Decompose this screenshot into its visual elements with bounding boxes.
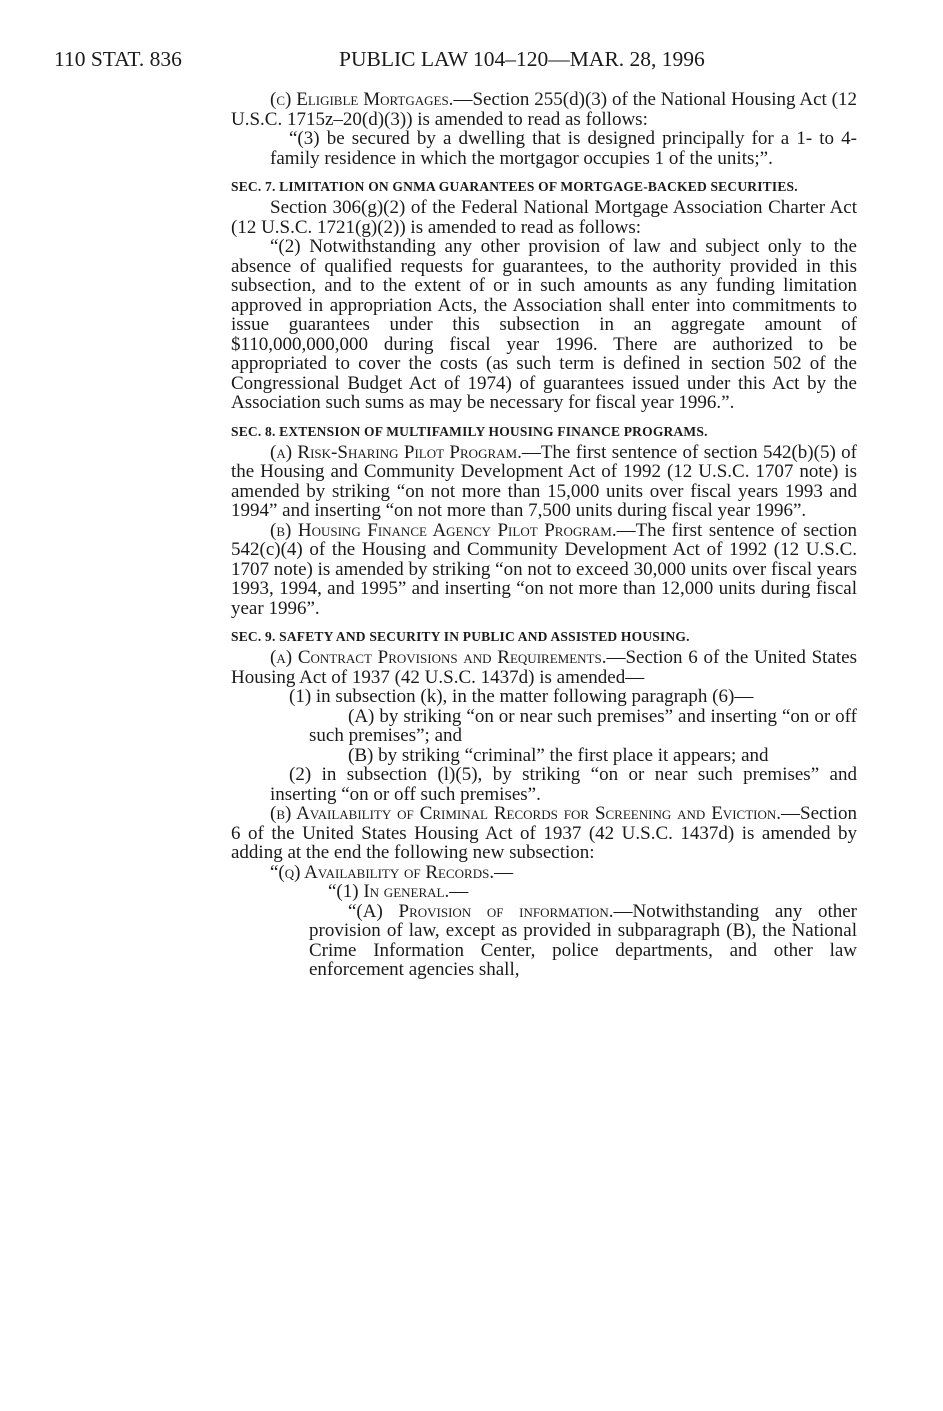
quoted-subparagraph-A [309, 902, 857, 980]
subsection-heading: (b) Housing Finance Agency Pilot Program. [270, 519, 617, 541]
paragraph-contract-provisions [231, 648, 857, 687]
paragraph-hfa-pilot [231, 521, 857, 619]
subsection-heading: (a) Contract Provisions and Requirements. [270, 647, 607, 668]
statute-citation: 110 STAT. 836 [54, 47, 182, 71]
subparagraph-item-A: (A) by striking “on or near such premises” and inserting “on or off such premises”; and [309, 705, 857, 746]
subsection-heading: (b) Availability of Criminal Records for Screening and Eviction. [270, 803, 781, 824]
subsection-heading: (c) Eligible Mortgages. [270, 89, 454, 110]
paragraph-item-1: (1) in subsection (k), in the matter following paragraph (6)— [289, 686, 754, 707]
subsection-heading: “(q) Availability of Records. [270, 861, 495, 883]
subparagraph-heading: “(A) Provision of information. [348, 900, 614, 922]
running-header [54, 44, 854, 74]
subparagraph-item-B: (B) by striking “criminal” the first place it appears; and [348, 744, 769, 766]
dash: — [494, 861, 514, 883]
paragraph-risk-sharing [231, 443, 857, 521]
paragraph-text: —Notwithstanding any other provision of law, except as provided in subparagraph (B), the National Crime Information Center, police departments, and other law enforcement agencies shall, [309, 900, 857, 980]
paragraph-text: —The first sentence of section 542(b)(5) of the Housing and Community Development Act of 1992 (12 U.S.C. 1707 note) is amended by striking “on not more than 15,000 units over fiscal years 1993 and 1994” and inserting “on not more than 7,500 units during fiscal year 1996”. [231, 441, 857, 521]
section-7-intro: Section 306(g)(2) of the Federal National Mortgage Association Charter Act (12 U.S.C. 1721(g)(2)) is amended to read as follows: [231, 197, 857, 238]
public-law-title: PUBLIC LAW 104–120—MAR. 28, 1996 [339, 47, 705, 71]
paragraph-heading: “(1) In general. [328, 881, 450, 902]
section-7-quote: “(2) Notwithstanding any other provision of law and subject only to the absence of qualified requests for guarantees, to the authority provided in this subsection, and to the extent of or in such amounts as any funding limitation approved in appropriation Acts, the Association shall enter into commitments to issue guarantees under this subsection in an aggregate amount of $110,000,000,000 during fiscal year 1996. There are authorized to be appropriated to cover the costs (as such term is defined in section 502 of the Congressional Budget Act of 1974) of guarantees issued under this Act by the Association such sums as may be necessary for fiscal year 1996.”. [231, 236, 857, 413]
paragraph-text: —The first sentence of section 542(c)(4) of the Housing and Community Development Act of 1992 (12 U.S.C. 1707 note) is amended by striking “on not to exceed 30,000 units over fiscal years 1993, 1994, and 1995” and inserting “on not more than 12,000 units during fiscal year 1996”. [231, 519, 857, 619]
section-9-heading: SEC. 9. SAFETY AND SECURITY IN PUBLIC AND ASSISTED HOUSING. [231, 629, 690, 644]
dash: — [449, 881, 469, 902]
document-body [231, 90, 857, 980]
paragraph-item-2: (2) in subsection (l)(5), by striking “on or near such premises” and inserting “on or off such premises”. [270, 764, 857, 805]
quoted-amendment: “(3) be secured by a dwelling that is designed principally for a 1- to 4-family residence in which the mortgagor occupies 1 of the units;”. [270, 128, 857, 169]
section-7-heading: SEC. 7. LIMITATION ON GNMA GUARANTEES OF MORTGAGE-BACKED SECURITIES. [231, 179, 798, 194]
paragraph-text: —Section 6 of the United States Housing Act of 1937 (42 U.S.C. 1437d) is amended— [231, 647, 857, 688]
paragraph-text: —Section 6 of the United States Housing Act of 1937 (42 U.S.C. 1437d) is amended by adding at the end the following new subsection: [231, 803, 857, 863]
quoted-subsection-q [231, 863, 857, 883]
subsection-heading: (a) Risk-Sharing Pilot Program. [270, 441, 522, 463]
paragraph-criminal-records [231, 804, 857, 863]
quoted-paragraph-1 [231, 882, 857, 902]
paragraph-text: —Section 255(d)(3) of the National Housing Act (12 U.S.C. 1715z–20(d)(3)) is amended to read as follows: [231, 89, 857, 130]
section-8-heading: SEC. 8. EXTENSION OF MULTIFAMILY HOUSING FINANCE PROGRAMS. [231, 423, 708, 439]
paragraph-eligible-mortgages [231, 90, 857, 129]
